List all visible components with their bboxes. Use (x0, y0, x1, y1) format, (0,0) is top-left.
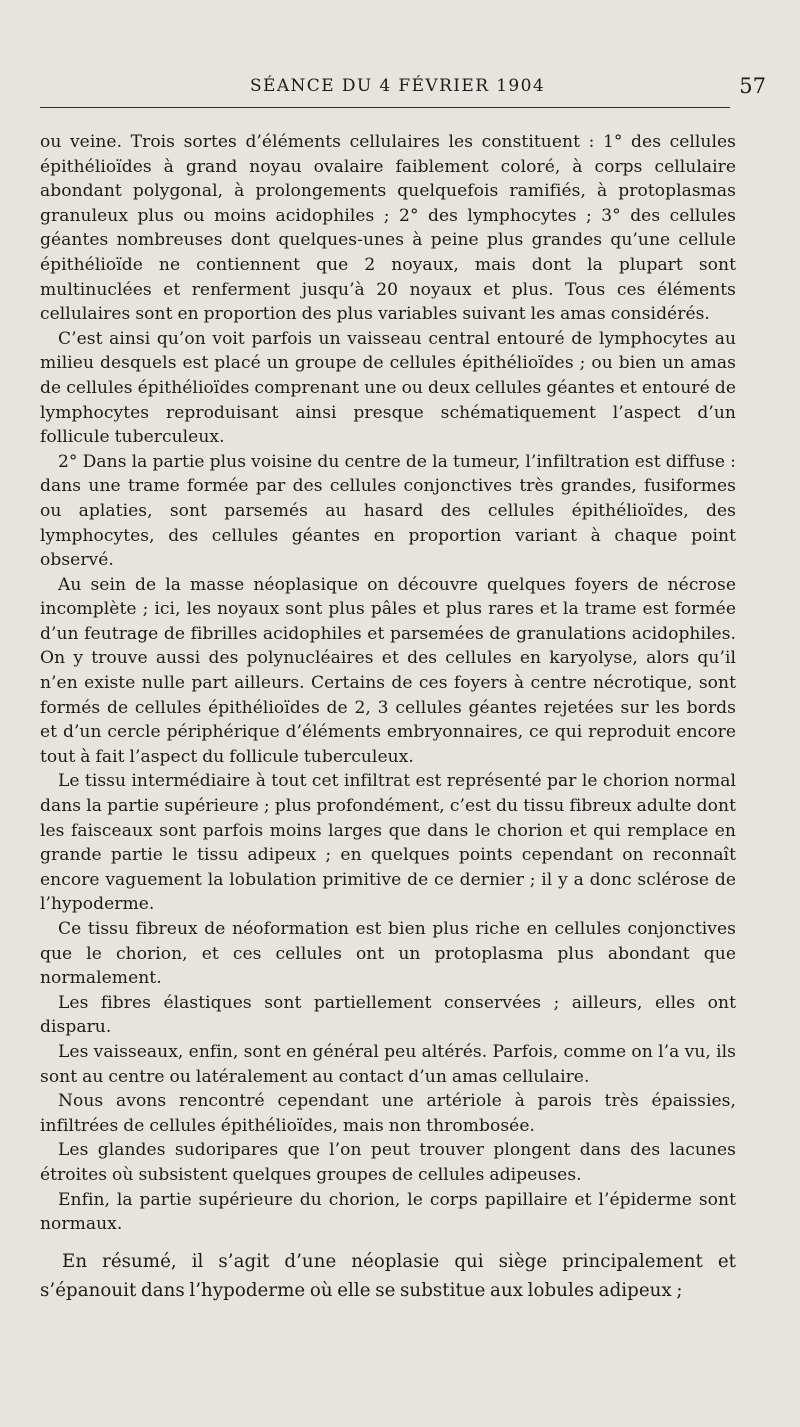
paragraph: Les vaisseaux, enfin, sont en général peu altérés. Parfois, comme on l’a vu, ils sont au centre ou latéralement au contact d’un amas cellulaire. (40, 1041, 736, 1087)
body-text (40, 130, 736, 1305)
paragraph: Nous avons rencontré cependant une artériole à parois très épaissies, infiltrées de cellules épithélioïdes, mais non thrombosée. (40, 1091, 736, 1136)
paragraph: Enfin, la partie supérieure du chorion, le corps papillaire et l’épiderme sont normaux. (40, 1189, 736, 1235)
header-rule (40, 107, 730, 108)
paragraph: Les fibres élastiques sont partiellement conservées ; ailleurs, elles ont disparu. (40, 992, 736, 1038)
paragraph: ou veine. Trois sortes d’éléments cellulaires les constituent : 1° des cellules épithélioïdes à grand noyau ovalaire faiblement coloré, à corps cellulaire abondant polygonal, à prolongements quelquefois ramifiés, à protoplasmas granuleux plus ou moins acidophiles ; 2° des lymphocytes ; 3° des cellules géantes nombreuses dont quelques-unes à peine plus grandes qu’une cellule épithélioïde ne contiennent que 2 noyaux, mais dont la plupart sont multinuclées et renferment jusqu’à 20 noyaux et plus. Tous ces éléments cellulaires sont en proportion des plus variables suivant les amas considérés. (40, 132, 736, 325)
paragraph: 2° Dans la partie plus voisine du centre de la tumeur, l’infiltration est diffuse : dans une trame formée par des cellules conjonctives très grandes, fusiformes ou aplaties, sont parsemés au hasard des cellules épithélioïdes, des lymphocytes, des cellules géantes en proportion variant à chaque point observé. (40, 451, 736, 571)
paragraph: C’est ainsi qu’on voit parfois un vaisseau central entouré de lymphocytes au milieu desquels est placé un groupe de cellules épithélioïdes ; ou bien un amas de cellules épithélioïdes comprenant une ou deux cellules géantes et entouré de lymphocytes reproduisant ainsi presque schématiquement l’aspect d’un follicule tuberculeux. (40, 328, 736, 448)
paragraph: Ce tissu fibreux de néoformation est bien plus riche en cellules conjonctives que le chorion, et ces cellules ont un protoplasma plus abondant que normalement. (40, 919, 736, 989)
paragraph: Le tissu intermédiaire à tout cet infiltrat est représenté par le chorion normal dans la partie supérieure ; plus profondément, c’est du tissu fibreux adulte dont les faisceaux sont parfois moins larges que dans le chorion et qui remplace en grande partie le tissu adipeux ; en quelques points cependant on reconnaît encore vaguement la lobulation primitive de ce dernier ; il y a donc sclérose de l’hypoderme. (40, 771, 736, 915)
summary-paragraph: En résumé, il s’agit d’une néoplasie qui siège principalement et s’épanouit dans l’hypoderme où elle se substitue aux lobules adipeux ; (40, 1250, 736, 1301)
page-number: 57 (739, 74, 766, 98)
running-title: SÉANCE DU 4 FÉVRIER 1904 (250, 76, 546, 96)
paragraph: Au sein de la masse néoplasique on découvre quelques foyers de nécrose incomplète ; ici, les noyaux sont plus pâles et plus rares et la trame est formée d’un feutrage de fibrilles acidophiles et parsemées de granulations acidophiles. On y trouve aussi des polynucléaires et des cellules en karyolyse, alors qu’il n’en existe nulle part ailleurs. Certains de ces foyers à centre nécrotique, sont formés de cellules épithélioïdes de 2, 3 cellules géantes rejetées sur les bords et d’un cercle périphérique d’éléments embryonnaires, ce qui reproduit encore tout à fait l’aspect du follicule tuberculeux. (40, 574, 736, 767)
running-head (40, 68, 766, 108)
paragraph: Les glandes sudoripares que l’on peut trouver plongent dans des lacunes étroites où subsistent quelques groupes de cellules adipeuses. (40, 1140, 736, 1185)
